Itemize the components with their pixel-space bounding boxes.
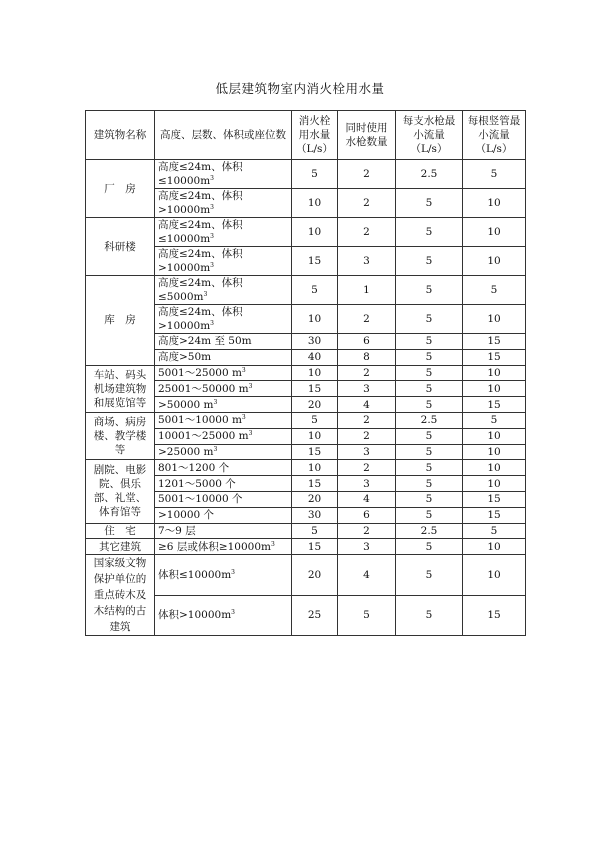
nozzle-count-cell: 1 xyxy=(338,276,396,305)
unit-superscript: 3 xyxy=(213,445,218,453)
total-flow-cell: 10 xyxy=(292,218,338,247)
nozzle-count-cell: 3 xyxy=(338,247,396,276)
unit-superscript: 3 xyxy=(203,291,208,298)
criteria-text: 5001～10000 个 xyxy=(158,493,243,506)
per-riser-cell: 5 xyxy=(463,160,526,189)
unit-superscript: 3 xyxy=(248,430,253,438)
per-nozzle-cell: 5 xyxy=(396,491,463,507)
building-name: 车站、码头机场建筑物和展览馆等 xyxy=(86,365,155,412)
table-row xyxy=(86,412,526,428)
nozzle-count-cell: 3 xyxy=(338,539,396,555)
nozzle-count-cell: 2 xyxy=(338,305,396,334)
per-riser-cell: 10 xyxy=(463,218,526,247)
per-nozzle-cell: 5 xyxy=(396,539,463,555)
per-nozzle-cell: 5 xyxy=(396,349,463,365)
nozzle-count-cell: 6 xyxy=(338,507,396,523)
total-flow-cell: 5 xyxy=(292,160,338,189)
criteria-cell xyxy=(155,412,292,428)
per-riser-cell: 10 xyxy=(463,555,526,596)
criteria-cell xyxy=(155,334,292,350)
total-flow-cell: 20 xyxy=(292,491,338,507)
per-nozzle-cell: 5 xyxy=(396,444,463,460)
nozzle-count-cell: 2 xyxy=(338,218,396,247)
total-flow-cell: 15 xyxy=(292,539,338,555)
total-flow-cell: 10 xyxy=(292,365,338,381)
total-flow-cell: 30 xyxy=(292,507,338,523)
criteria-text: >10000 个 xyxy=(158,509,215,522)
unit-superscript: 3 xyxy=(241,414,246,422)
criteria-text: 高度≤24m、体积>10000m xyxy=(158,190,243,216)
per-nozzle-cell: 5 xyxy=(396,476,463,492)
per-riser-cell: 10 xyxy=(463,460,526,476)
per-nozzle-cell: 5 xyxy=(396,189,463,218)
table-row xyxy=(86,365,526,381)
nozzle-count-cell: 3 xyxy=(338,444,396,460)
header-row xyxy=(86,111,526,160)
header-per-nozzle: 每支水枪最小流量（L/s） xyxy=(396,111,463,160)
criteria-text: >25000 m xyxy=(158,445,214,458)
per-riser-cell: 10 xyxy=(463,539,526,555)
total-flow-cell: 5 xyxy=(292,276,338,305)
nozzle-count-cell: 4 xyxy=(338,491,396,507)
criteria-text: 5001～25000 m xyxy=(158,366,242,379)
total-flow-cell: 10 xyxy=(292,428,338,444)
criteria-text: 高度≤24m、体积≤10000m xyxy=(158,161,243,187)
criteria-cell xyxy=(155,381,292,397)
nozzle-count-cell: 2 xyxy=(338,412,396,428)
criteria-cell xyxy=(155,523,292,539)
per-riser-cell: 15 xyxy=(463,507,526,523)
nozzle-count-cell: 2 xyxy=(338,189,396,218)
total-flow-cell: 15 xyxy=(292,476,338,492)
criteria-cell xyxy=(155,305,292,334)
nozzle-count-cell: 2 xyxy=(338,160,396,189)
total-flow-cell: 20 xyxy=(292,555,338,596)
total-flow-cell: 25 xyxy=(292,595,338,636)
nozzle-count-cell: 4 xyxy=(338,555,396,596)
criteria-text: 高度≤24m、体积≤10000m xyxy=(158,219,243,245)
per-nozzle-cell: 5 xyxy=(396,276,463,305)
criteria-text: 高度≤24m、体积≤5000m xyxy=(158,277,243,303)
total-flow-cell: 5 xyxy=(292,412,338,428)
table-row xyxy=(86,160,526,189)
table-row xyxy=(86,276,526,305)
criteria-cell xyxy=(155,247,292,276)
building-name: 剧院、电影院、俱乐部、礼堂、体育馆等 xyxy=(86,460,155,523)
total-flow-cell: 15 xyxy=(292,247,338,276)
per-riser-cell: 10 xyxy=(463,247,526,276)
per-riser-cell: 15 xyxy=(463,349,526,365)
criteria-text: 10001～25000 m xyxy=(158,430,249,443)
nozzle-count-cell: 5 xyxy=(338,595,396,636)
criteria-cell xyxy=(155,349,292,365)
total-flow-cell: 10 xyxy=(292,460,338,476)
header-criteria: 高度、层数、体积或座位数 xyxy=(155,111,292,160)
criteria-text: ≥6 层或体积≥10000m xyxy=(158,540,271,553)
total-flow-cell: 10 xyxy=(292,189,338,218)
building-name: 科研楼 xyxy=(86,218,155,276)
building-name: 国家级文物保护单位的重点砖木及木结构的古建筑 xyxy=(86,555,155,636)
per-riser-cell: 5 xyxy=(463,523,526,539)
criteria-text: 高度≤24m、体积>10000m xyxy=(158,306,243,332)
criteria-text: 高度≤24m、体积>10000m xyxy=(158,248,243,274)
nozzle-count-cell: 2 xyxy=(338,365,396,381)
building-name: 商场、病房楼、教学楼等 xyxy=(86,412,155,459)
total-flow-cell: 15 xyxy=(292,444,338,460)
criteria-cell xyxy=(155,397,292,413)
table-row xyxy=(86,539,526,555)
table-row xyxy=(86,460,526,476)
criteria-text: 801～1200 个 xyxy=(158,461,230,474)
per-riser-cell: 15 xyxy=(463,334,526,350)
table-row xyxy=(86,555,526,596)
per-nozzle-cell: 5 xyxy=(396,218,463,247)
header-total-flow: 消火栓用水量（L/s） xyxy=(292,111,338,160)
unit-superscript: 3 xyxy=(213,398,218,406)
header-per-riser: 每根竖管最小流量（L/s） xyxy=(463,111,526,160)
unit-superscript: 3 xyxy=(248,382,253,390)
total-flow-cell: 30 xyxy=(292,334,338,350)
per-riser-cell: 15 xyxy=(463,397,526,413)
nozzle-count-cell: 3 xyxy=(338,476,396,492)
total-flow-cell: 10 xyxy=(292,305,338,334)
unit-superscript: 3 xyxy=(210,320,214,327)
criteria-cell xyxy=(155,160,292,189)
per-riser-cell: 10 xyxy=(463,444,526,460)
total-flow-cell: 15 xyxy=(292,381,338,397)
criteria-text: 高度>24m 至 50m xyxy=(158,335,252,348)
table-row xyxy=(86,523,526,539)
unit-superscript: 3 xyxy=(270,540,275,548)
per-nozzle-cell: 2.5 xyxy=(396,412,463,428)
table-body xyxy=(86,160,526,636)
unit-superscript: 3 xyxy=(231,609,235,617)
unit-superscript: 3 xyxy=(210,175,214,182)
criteria-text: >50000 m xyxy=(158,398,214,411)
unit-superscript: 3 xyxy=(231,568,235,576)
per-nozzle-cell: 5 xyxy=(396,381,463,397)
per-nozzle-cell: 5 xyxy=(396,305,463,334)
nozzle-count-cell: 2 xyxy=(338,428,396,444)
total-flow-cell: 5 xyxy=(292,523,338,539)
water-demand-table xyxy=(85,110,526,636)
table-row xyxy=(86,218,526,247)
per-riser-cell: 10 xyxy=(463,381,526,397)
nozzle-count-cell: 8 xyxy=(338,349,396,365)
per-riser-cell: 10 xyxy=(463,476,526,492)
per-riser-cell: 10 xyxy=(463,189,526,218)
criteria-cell xyxy=(155,189,292,218)
per-nozzle-cell: 5 xyxy=(396,397,463,413)
per-nozzle-cell: 5 xyxy=(396,247,463,276)
total-flow-cell: 40 xyxy=(292,349,338,365)
header-simultaneous: 同时使用水枪数量 xyxy=(338,111,396,160)
table-title: 低层建筑物室内消火栓用水量 xyxy=(215,81,385,96)
per-riser-cell: 5 xyxy=(463,276,526,305)
criteria-cell xyxy=(155,491,292,507)
per-riser-cell: 10 xyxy=(463,365,526,381)
criteria-text: 7～9 层 xyxy=(158,524,196,537)
per-nozzle-cell: 2.5 xyxy=(396,160,463,189)
criteria-cell xyxy=(155,476,292,492)
per-nozzle-cell: 5 xyxy=(396,334,463,350)
nozzle-count-cell: 6 xyxy=(338,334,396,350)
per-nozzle-cell: 5 xyxy=(396,428,463,444)
per-riser-cell: 15 xyxy=(463,595,526,636)
per-nozzle-cell: 5 xyxy=(396,595,463,636)
per-riser-cell: 10 xyxy=(463,305,526,334)
building-name: 其它建筑 xyxy=(86,539,155,555)
per-riser-cell: 15 xyxy=(463,491,526,507)
criteria-cell xyxy=(155,218,292,247)
criteria-cell xyxy=(155,460,292,476)
per-nozzle-cell: 5 xyxy=(396,365,463,381)
criteria-text: 5001～10000 m xyxy=(158,414,242,427)
unit-superscript: 3 xyxy=(210,204,214,211)
nozzle-count-cell: 2 xyxy=(338,460,396,476)
nozzle-count-cell: 3 xyxy=(338,381,396,397)
per-nozzle-cell: 2.5 xyxy=(396,523,463,539)
criteria-cell xyxy=(155,595,292,636)
per-nozzle-cell: 5 xyxy=(396,507,463,523)
criteria-text: 高度>50m xyxy=(158,351,212,364)
header-building: 建筑物名称 xyxy=(86,111,155,160)
criteria-cell xyxy=(155,276,292,305)
building-name: 住 宅 xyxy=(86,523,155,539)
nozzle-count-cell: 2 xyxy=(338,523,396,539)
criteria-cell xyxy=(155,507,292,523)
per-nozzle-cell: 5 xyxy=(396,555,463,596)
criteria-text: 1201～5000 个 xyxy=(158,477,236,490)
building-name: 库 房 xyxy=(86,276,155,366)
per-riser-cell: 10 xyxy=(463,428,526,444)
criteria-text: 25001～50000 m xyxy=(158,382,249,395)
unit-superscript: 3 xyxy=(210,233,214,240)
building-name: 厂 房 xyxy=(86,160,155,218)
unit-superscript: 3 xyxy=(210,262,214,269)
criteria-cell xyxy=(155,555,292,596)
criteria-cell xyxy=(155,428,292,444)
criteria-text: 体积≤10000m xyxy=(158,568,232,581)
per-riser-cell: 5 xyxy=(463,412,526,428)
nozzle-count-cell: 4 xyxy=(338,397,396,413)
criteria-cell xyxy=(155,539,292,555)
criteria-cell xyxy=(155,365,292,381)
unit-superscript: 3 xyxy=(241,366,246,374)
per-nozzle-cell: 5 xyxy=(396,460,463,476)
criteria-cell xyxy=(155,444,292,460)
total-flow-cell: 20 xyxy=(292,397,338,413)
criteria-text: 体积>10000m xyxy=(158,609,232,622)
